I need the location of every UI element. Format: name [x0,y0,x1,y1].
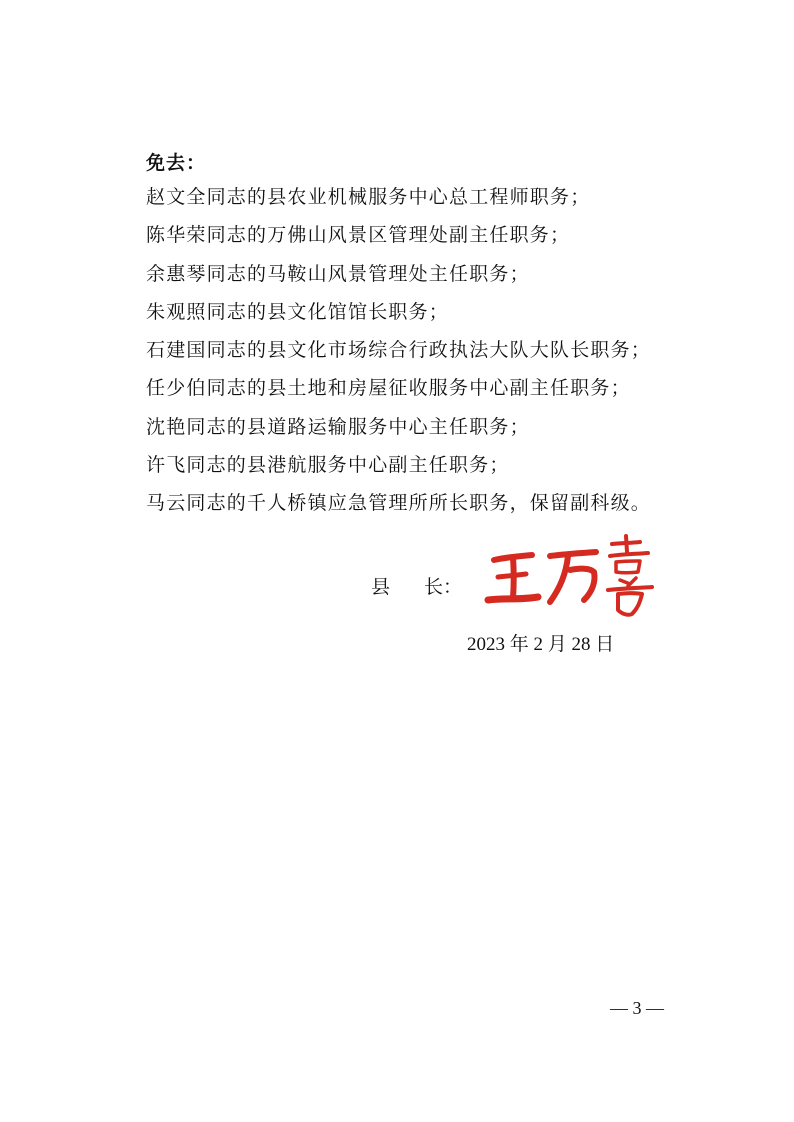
list-item: 许飞同志的县港航服务中心副主任职务； [146,454,510,477]
handwritten-signature [480,530,660,620]
list-item: 陈华荣同志的万佛山风景区管理处副主任职务； [146,224,571,247]
signer-title [371,572,462,602]
page-number: — 3 — [610,998,664,1018]
signer-title-part1: 县 [371,576,391,598]
removal-heading: 免去： [146,152,207,174]
list-item: 沈艳同志的县道路运输服务中心主任职务； [146,415,530,438]
list-item: 石建国同志的县文化市场综合行政执法大队大队长职务； [146,339,652,362]
removal-list [146,182,651,527]
list-item: 马云同志的千人桥镇应急管理所所长职务，保留副科级。 [146,492,652,515]
list-item: 朱观照同志的县文化馆馆长职务； [146,300,450,323]
list-item: 赵文全同志的县农业机械服务中心总工程师职务； [146,186,591,208]
signer-title-part2: 长： [424,576,463,598]
list-item: 任少伯同志的县土地和房屋征收服务中心副主任职务； [146,377,631,400]
document-date: 2023 年 2 月 28 日 [467,634,615,655]
list-item: 余惠琴同志的马鞍山风景管理处主任职务； [146,262,530,285]
